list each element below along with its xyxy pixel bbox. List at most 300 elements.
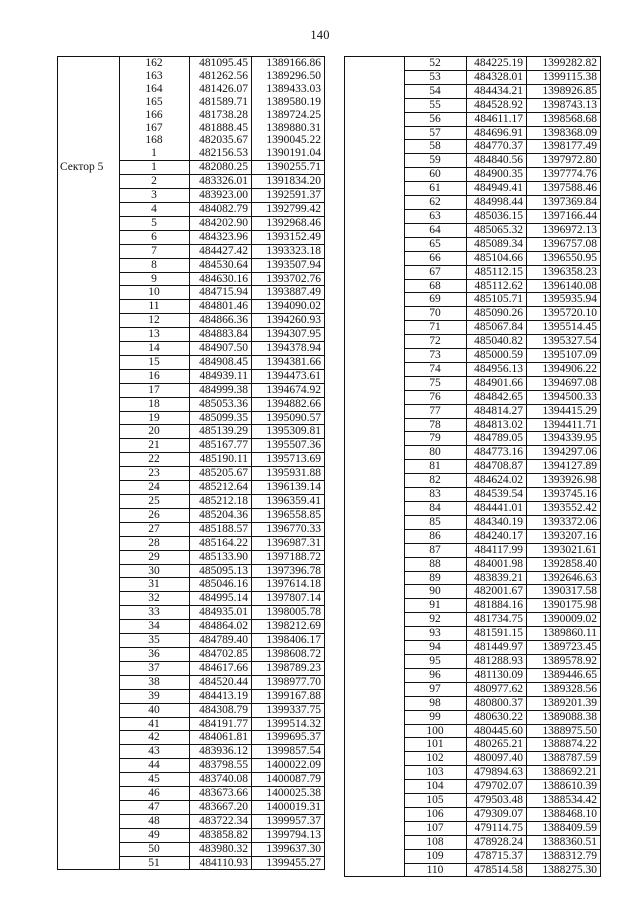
x-coordinate-cell: 484789.40 bbox=[190, 634, 252, 648]
table-row bbox=[58, 96, 325, 109]
table-row bbox=[345, 682, 601, 696]
point-number-cell: 50 bbox=[120, 842, 190, 856]
table-row bbox=[58, 634, 325, 648]
point-number-cell: 45 bbox=[120, 773, 190, 787]
x-coordinate-cell: 484225.19 bbox=[467, 57, 527, 71]
table-row bbox=[345, 376, 601, 390]
table-row bbox=[58, 842, 325, 856]
y-coordinate-cell: 1388360.51 bbox=[527, 835, 601, 849]
y-coordinate-cell: 1395931.88 bbox=[252, 467, 325, 481]
sector-cell bbox=[58, 564, 120, 578]
y-coordinate-cell: 1396358.23 bbox=[527, 265, 601, 279]
point-number-cell: 47 bbox=[120, 800, 190, 814]
sector-cell bbox=[345, 571, 405, 585]
x-coordinate-cell: 484611.17 bbox=[467, 112, 527, 126]
point-number-cell: 12 bbox=[120, 314, 190, 328]
table-row bbox=[345, 488, 601, 502]
y-coordinate-cell: 1398789.23 bbox=[252, 661, 325, 675]
table-row bbox=[58, 314, 325, 328]
sector-cell bbox=[345, 613, 405, 627]
x-coordinate-cell: 484082.79 bbox=[190, 202, 252, 216]
x-coordinate-cell: 484901.66 bbox=[467, 376, 527, 390]
table-row bbox=[58, 300, 325, 314]
sector-cell bbox=[58, 109, 120, 122]
table-row bbox=[58, 620, 325, 634]
sector-cell bbox=[345, 474, 405, 488]
point-number-cell: 53 bbox=[405, 70, 467, 84]
y-coordinate-cell: 1394411.71 bbox=[527, 418, 601, 432]
x-coordinate-cell: 484708.87 bbox=[467, 460, 527, 474]
y-coordinate-cell: 1394473.61 bbox=[252, 369, 325, 383]
x-coordinate-cell: 484999.38 bbox=[190, 383, 252, 397]
sector-cell bbox=[58, 759, 120, 773]
y-coordinate-cell: 1398977.70 bbox=[252, 675, 325, 689]
x-coordinate-cell: 485188.57 bbox=[190, 522, 252, 536]
sector-cell bbox=[345, 502, 405, 516]
point-number-cell: 168 bbox=[120, 134, 190, 147]
table-row bbox=[345, 557, 601, 571]
y-coordinate-cell: 1393507.94 bbox=[252, 258, 325, 272]
point-number-cell: 15 bbox=[120, 355, 190, 369]
sector-cell bbox=[345, 432, 405, 446]
point-number-cell: 81 bbox=[405, 460, 467, 474]
sector-cell bbox=[58, 717, 120, 731]
sector-cell bbox=[58, 814, 120, 828]
point-number-cell: 54 bbox=[405, 84, 467, 98]
sector-cell bbox=[345, 168, 405, 182]
table-row bbox=[58, 355, 325, 369]
y-coordinate-cell: 1393552.42 bbox=[527, 502, 601, 516]
table-row bbox=[58, 731, 325, 745]
x-coordinate-cell: 484328.01 bbox=[467, 70, 527, 84]
sector-cell bbox=[58, 606, 120, 620]
y-coordinate-cell: 1392646.63 bbox=[527, 571, 601, 585]
sector-cell bbox=[58, 467, 120, 481]
y-coordinate-cell: 1389433.03 bbox=[266, 82, 321, 95]
table-row bbox=[345, 807, 601, 821]
table-row bbox=[58, 189, 325, 203]
point-number-cell: 44 bbox=[120, 759, 190, 773]
y-coordinate-cell: 1390175.98 bbox=[527, 599, 601, 613]
x-coordinate-cell: 479894.63 bbox=[467, 766, 527, 780]
y-coordinate-cell: 1393207.16 bbox=[527, 529, 601, 543]
point-number-cell: 65 bbox=[405, 237, 467, 251]
table-row bbox=[345, 307, 601, 321]
y-coordinate-cell: 1389723.45 bbox=[527, 641, 601, 655]
y-coordinate-cell: 1389201.39 bbox=[527, 696, 601, 710]
point-number-cell: 165 bbox=[120, 96, 190, 109]
sector-cell bbox=[345, 863, 405, 877]
sector-cell bbox=[58, 731, 120, 745]
x-coordinate-cell: 484715.94 bbox=[190, 286, 252, 300]
table-row bbox=[58, 814, 325, 828]
x-coordinate-cell: 485133.90 bbox=[190, 550, 252, 564]
y-coordinate-cell: 1395090.57 bbox=[252, 411, 325, 425]
x-coordinate-cell: 485164.22 bbox=[190, 536, 252, 550]
table-row bbox=[58, 508, 325, 522]
table-row bbox=[58, 800, 325, 814]
x-coordinate-cell: 484117.99 bbox=[467, 543, 527, 557]
point-number-cell: 20 bbox=[120, 425, 190, 439]
table-row bbox=[345, 738, 601, 752]
sector-cell bbox=[345, 98, 405, 112]
page-number: 140 bbox=[310, 28, 330, 42]
point-number-cell: 77 bbox=[405, 404, 467, 418]
y-coordinate-cell: 1394882.66 bbox=[252, 397, 325, 411]
point-number-cell: 63 bbox=[405, 209, 467, 223]
y-coordinate-cell: 1394378.94 bbox=[252, 342, 325, 356]
y-coordinate-cell: 1397369.84 bbox=[527, 196, 601, 210]
x-coordinate-cell: 478715.37 bbox=[467, 849, 527, 863]
x-coordinate-cell: 485167.77 bbox=[190, 439, 252, 453]
sector-cell bbox=[58, 70, 120, 83]
y-coordinate-cell: 1394415.29 bbox=[527, 404, 601, 418]
y-coordinate-cell: 1399637.30 bbox=[252, 842, 325, 856]
y-coordinate-cell: 1392591.37 bbox=[252, 189, 325, 203]
point-number-cell: 37 bbox=[120, 661, 190, 675]
x-coordinate-cell: 484789.05 bbox=[467, 432, 527, 446]
point-number-cell: 33 bbox=[120, 606, 190, 620]
y-coordinate-cell: 1398608.72 bbox=[252, 647, 325, 661]
point-number-cell: 49 bbox=[120, 828, 190, 842]
y-coordinate-cell: 1396987.31 bbox=[252, 536, 325, 550]
y-coordinate-cell: 1388610.39 bbox=[527, 780, 601, 794]
x-coordinate-cell: 484624.02 bbox=[467, 474, 527, 488]
sector-cell bbox=[58, 703, 120, 717]
x-coordinate-cell: 483839.21 bbox=[467, 571, 527, 585]
x-coordinate-cell: 481262.56 bbox=[190, 70, 252, 83]
x-coordinate-cell: 483923.00 bbox=[190, 189, 252, 203]
sector-cell bbox=[58, 773, 120, 787]
y-coordinate-cell: 1396770.33 bbox=[252, 522, 325, 536]
y-coordinate-cell: 1388275.30 bbox=[527, 863, 601, 877]
x-coordinate-cell: 485204.36 bbox=[190, 508, 252, 522]
point-number-cell: 55 bbox=[405, 98, 467, 112]
x-coordinate-cell: 484617.66 bbox=[190, 661, 252, 675]
sector-cell bbox=[345, 279, 405, 293]
x-coordinate-cell: 481130.09 bbox=[467, 668, 527, 682]
table-row bbox=[345, 335, 601, 349]
x-coordinate-cell: 484907.50 bbox=[190, 342, 252, 356]
x-coordinate-cell: 485212.64 bbox=[190, 481, 252, 495]
table-row bbox=[58, 134, 325, 147]
sector-cell bbox=[58, 355, 120, 369]
table-row bbox=[345, 529, 601, 543]
x-coordinate-cell: 481734.75 bbox=[467, 613, 527, 627]
x-coordinate-cell: 485089.34 bbox=[467, 237, 527, 251]
sector-cell bbox=[345, 585, 405, 599]
y-coordinate-cell: 1394674.92 bbox=[252, 383, 325, 397]
table-row bbox=[345, 182, 601, 196]
sector-cell bbox=[58, 495, 120, 509]
sector-cell bbox=[345, 794, 405, 808]
x-coordinate-cell: 484539.54 bbox=[467, 488, 527, 502]
table-row bbox=[345, 849, 601, 863]
y-coordinate-cell: 1400025.38 bbox=[252, 787, 325, 801]
x-coordinate-cell: 484110.93 bbox=[190, 856, 252, 870]
x-coordinate-cell: 481288.93 bbox=[467, 654, 527, 668]
sector-cell bbox=[58, 383, 120, 397]
x-coordinate-cell: 483673.66 bbox=[190, 787, 252, 801]
point-number-cell: 99 bbox=[405, 710, 467, 724]
point-number-cell: 16 bbox=[120, 369, 190, 383]
y-coordinate-cell: 1398568.68 bbox=[527, 112, 601, 126]
sector-cell bbox=[58, 411, 120, 425]
point-number-cell: 97 bbox=[405, 682, 467, 696]
table-row bbox=[345, 654, 601, 668]
x-coordinate-cell: 484935.01 bbox=[190, 606, 252, 620]
x-coordinate-cell: 485095.13 bbox=[190, 564, 252, 578]
sector-cell bbox=[345, 237, 405, 251]
sector-cell bbox=[58, 369, 120, 383]
point-number-cell: 31 bbox=[120, 578, 190, 592]
sector-cell bbox=[58, 314, 120, 328]
y-coordinate-cell: 1388975.50 bbox=[527, 724, 601, 738]
x-coordinate-cell: 484801.46 bbox=[190, 300, 252, 314]
x-coordinate-cell: 485139.29 bbox=[190, 425, 252, 439]
point-number-cell: 61 bbox=[405, 182, 467, 196]
y-coordinate-cell: 1397774.76 bbox=[527, 168, 601, 182]
y-coordinate-cell: 1394297.06 bbox=[527, 446, 601, 460]
point-number-cell: 104 bbox=[405, 780, 467, 794]
y-coordinate-cell: 1400022.09 bbox=[252, 759, 325, 773]
point-number-cell: 90 bbox=[405, 585, 467, 599]
y-coordinate-cell: 1399455.27 bbox=[252, 856, 325, 870]
point-number-cell: 70 bbox=[405, 307, 467, 321]
y-coordinate-cell: 1395309.81 bbox=[252, 425, 325, 439]
y-coordinate-cell: 1395720.10 bbox=[527, 307, 601, 321]
x-coordinate-cell: 483936.12 bbox=[190, 745, 252, 759]
x-coordinate-cell: 479309.07 bbox=[467, 807, 527, 821]
table-row bbox=[58, 70, 325, 83]
point-number-cell: 84 bbox=[405, 502, 467, 516]
x-coordinate-cell: 482035.67 bbox=[190, 134, 252, 147]
table-row bbox=[345, 794, 601, 808]
point-number-cell: 75 bbox=[405, 376, 467, 390]
table-row bbox=[58, 481, 325, 495]
y-coordinate-cell: 1399167.88 bbox=[252, 689, 325, 703]
sector-cell bbox=[345, 849, 405, 863]
sector-cell bbox=[345, 835, 405, 849]
sector-cell bbox=[58, 230, 120, 244]
point-number-cell: 91 bbox=[405, 599, 467, 613]
sector-cell bbox=[58, 175, 120, 189]
y-coordinate-cell: 1400019.31 bbox=[252, 800, 325, 814]
point-number-cell: 36 bbox=[120, 647, 190, 661]
sector-cell bbox=[58, 202, 120, 216]
y-coordinate-cell: 1390191.04 bbox=[252, 147, 325, 160]
point-number-cell: 26 bbox=[120, 508, 190, 522]
point-number-cell: 59 bbox=[405, 154, 467, 168]
y-coordinate-cell: 1399282.82 bbox=[527, 57, 601, 71]
y-coordinate-cell: 1392799.42 bbox=[252, 202, 325, 216]
y-coordinate-cell: 1397188.72 bbox=[252, 550, 325, 564]
y-coordinate-cell: 1388787.59 bbox=[527, 752, 601, 766]
point-number-cell: 110 bbox=[405, 863, 467, 877]
point-number-cell: 103 bbox=[405, 766, 467, 780]
y-coordinate-cell: 1399337.75 bbox=[252, 703, 325, 717]
point-number-cell: 40 bbox=[120, 703, 190, 717]
table-row bbox=[58, 717, 325, 731]
sector-cell bbox=[58, 134, 120, 147]
point-number-cell: 166 bbox=[120, 109, 190, 122]
table-row bbox=[58, 369, 325, 383]
table-row bbox=[345, 418, 601, 432]
sector-cell bbox=[58, 57, 120, 70]
x-coordinate-cell: 481095.45 bbox=[190, 57, 252, 70]
sector-cell bbox=[345, 154, 405, 168]
point-number-cell: 13 bbox=[120, 328, 190, 342]
table-row bbox=[345, 223, 601, 237]
table-row bbox=[58, 383, 325, 397]
point-number-cell: 23 bbox=[120, 467, 190, 481]
sector-cell bbox=[345, 84, 405, 98]
sector-cell bbox=[345, 641, 405, 655]
sector-cell bbox=[345, 446, 405, 460]
y-coordinate-cell: 1397614.18 bbox=[252, 578, 325, 592]
x-coordinate-cell: 482080.25 bbox=[190, 161, 252, 175]
y-coordinate-cell: 1388312.79 bbox=[527, 849, 601, 863]
y-coordinate-cell: 1394906.22 bbox=[527, 362, 601, 376]
table-row bbox=[345, 404, 601, 418]
y-coordinate-cell: 1399115.38 bbox=[527, 70, 601, 84]
x-coordinate-cell: 483722.34 bbox=[190, 814, 252, 828]
sector-cell bbox=[58, 856, 120, 870]
y-coordinate-cell: 1397396.78 bbox=[252, 564, 325, 578]
table-row bbox=[345, 599, 601, 613]
x-coordinate-cell: 484528.92 bbox=[467, 98, 527, 112]
table-row bbox=[58, 828, 325, 842]
point-number-cell: 7 bbox=[120, 244, 190, 258]
sector-cell bbox=[345, 293, 405, 307]
sector-cell bbox=[345, 682, 405, 696]
table-row bbox=[345, 98, 601, 112]
x-coordinate-cell: 485190.11 bbox=[190, 453, 252, 467]
x-coordinate-cell: 481738.28 bbox=[190, 109, 252, 122]
point-number-cell: 101 bbox=[405, 738, 467, 752]
point-number-cell: 43 bbox=[120, 745, 190, 759]
table-row bbox=[58, 592, 325, 606]
sector-cell bbox=[345, 57, 405, 71]
sector-cell bbox=[345, 627, 405, 641]
table-row bbox=[345, 627, 601, 641]
table-row bbox=[345, 543, 601, 557]
table-row bbox=[345, 57, 601, 71]
table-row bbox=[58, 57, 325, 70]
y-coordinate-cell: 1398406.17 bbox=[252, 634, 325, 648]
y-coordinate-cell: 1395507.36 bbox=[252, 439, 325, 453]
y-coordinate-cell: 1388468.10 bbox=[527, 807, 601, 821]
sector-cell bbox=[58, 258, 120, 272]
table-row bbox=[345, 835, 601, 849]
coordinates-table-left bbox=[57, 56, 325, 870]
x-coordinate-cell: 484630.16 bbox=[190, 272, 252, 286]
y-coordinate-cell: 1395107.09 bbox=[527, 349, 601, 363]
y-coordinate-cell: 1398177.49 bbox=[527, 140, 601, 154]
x-coordinate-cell: 485105.71 bbox=[467, 293, 527, 307]
sector-cell bbox=[345, 766, 405, 780]
point-number-cell: 25 bbox=[120, 495, 190, 509]
y-coordinate-cell: 1396139.14 bbox=[252, 481, 325, 495]
table-row bbox=[58, 536, 325, 550]
sector-cell bbox=[345, 349, 405, 363]
x-coordinate-cell: 484441.01 bbox=[467, 502, 527, 516]
sector-cell bbox=[345, 223, 405, 237]
point-number-cell: 21 bbox=[120, 439, 190, 453]
x-coordinate-cell: 480097.40 bbox=[467, 752, 527, 766]
point-number-cell: 92 bbox=[405, 613, 467, 627]
x-coordinate-cell: 483667.20 bbox=[190, 800, 252, 814]
y-coordinate-cell: 1400087.79 bbox=[252, 773, 325, 787]
x-coordinate-cell: 484900.35 bbox=[467, 168, 527, 182]
x-coordinate-cell: 484814.27 bbox=[467, 404, 527, 418]
y-coordinate-cell: 1397588.46 bbox=[527, 182, 601, 196]
x-coordinate-cell: 484434.21 bbox=[467, 84, 527, 98]
point-number-cell: 51 bbox=[120, 856, 190, 870]
x-coordinate-cell: 483798.55 bbox=[190, 759, 252, 773]
y-coordinate-cell: 1396972.13 bbox=[527, 223, 601, 237]
x-coordinate-cell: 484773.16 bbox=[467, 446, 527, 460]
x-coordinate-cell: 485000.59 bbox=[467, 349, 527, 363]
y-coordinate-cell: 1393926.98 bbox=[527, 474, 601, 488]
y-coordinate-cell: 1396140.08 bbox=[527, 279, 601, 293]
point-number-cell: 102 bbox=[405, 752, 467, 766]
y-coordinate-cell: 1394500.33 bbox=[527, 390, 601, 404]
sector-cell bbox=[345, 821, 405, 835]
point-number-cell: 163 bbox=[120, 70, 190, 83]
point-number-cell: 86 bbox=[405, 529, 467, 543]
x-coordinate-cell: 484427.42 bbox=[190, 244, 252, 258]
y-coordinate-cell: 1388534.42 bbox=[527, 794, 601, 808]
sector-cell bbox=[58, 536, 120, 550]
point-number-cell: 98 bbox=[405, 696, 467, 710]
sector-cell bbox=[58, 634, 120, 648]
point-number-cell: 42 bbox=[120, 731, 190, 745]
point-number-cell: 105 bbox=[405, 794, 467, 808]
table-row bbox=[58, 689, 325, 703]
sector-cell bbox=[345, 112, 405, 126]
sector-cell bbox=[345, 70, 405, 84]
table-row bbox=[345, 126, 601, 140]
y-coordinate-cell: 1399857.54 bbox=[252, 745, 325, 759]
table-row bbox=[58, 272, 325, 286]
table-row bbox=[345, 446, 601, 460]
x-coordinate-cell: 482001.67 bbox=[467, 585, 527, 599]
point-number-cell: 83 bbox=[405, 488, 467, 502]
y-coordinate-cell: 1389446.65 bbox=[527, 668, 601, 682]
x-coordinate-cell: 484995.14 bbox=[190, 592, 252, 606]
y-coordinate-cell: 1389578.92 bbox=[527, 654, 601, 668]
x-coordinate-cell: 481426.07 bbox=[190, 83, 252, 96]
x-coordinate-cell: 478514.58 bbox=[467, 863, 527, 877]
sector-cell bbox=[345, 738, 405, 752]
table-row bbox=[345, 168, 601, 182]
point-number-cell: 109 bbox=[405, 849, 467, 863]
sector-cell bbox=[345, 196, 405, 210]
sector-cell bbox=[58, 272, 120, 286]
sector-cell bbox=[345, 780, 405, 794]
point-number-cell: 64 bbox=[405, 223, 467, 237]
x-coordinate-cell: 484864.02 bbox=[190, 620, 252, 634]
point-number-cell: 58 bbox=[405, 140, 467, 154]
coordinates-table-right bbox=[344, 56, 601, 877]
point-number-cell: 66 bbox=[405, 251, 467, 265]
table-row bbox=[345, 863, 601, 877]
coordinates-table-right-body bbox=[345, 57, 601, 877]
sector-cell bbox=[345, 362, 405, 376]
sector-cell bbox=[345, 543, 405, 557]
sector-cell bbox=[58, 689, 120, 703]
